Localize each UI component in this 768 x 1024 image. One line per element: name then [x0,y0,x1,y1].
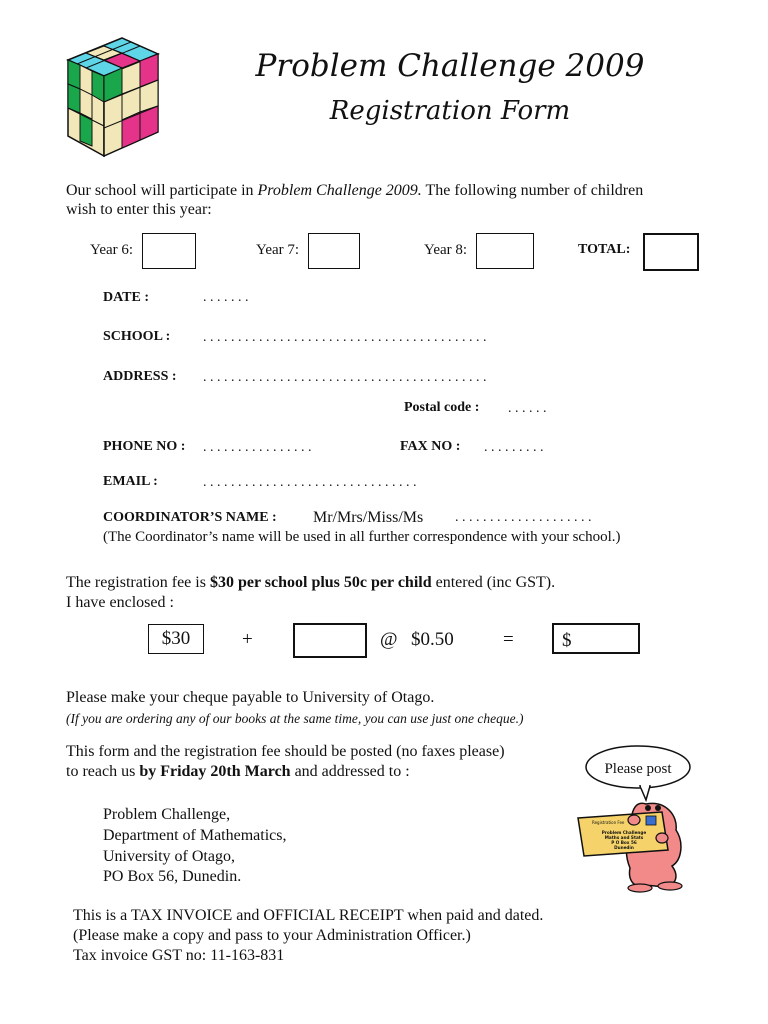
address-line: Department of Mathematics, [103,827,287,844]
year7-label: Year 7: [256,242,300,258]
copy-note: (Please make a copy and pass to your Administration Officer.) [73,927,471,944]
svg-text:Registration Fee: Registration Fee [592,820,625,825]
equals-sign: = [503,629,514,650]
school-label: SCHOOL : [103,329,171,344]
enclosed-label: I have enclosed : [66,594,174,611]
fax-label: FAX NO : [400,439,461,454]
tax-invoice-text: This is a TAX INVOICE and OFFICIAL RECEIPT when paid and dated. [73,907,544,924]
date-label: DATE : [103,290,150,305]
year7-input[interactable] [308,233,360,269]
year8-label: Year 8: [424,242,468,258]
gst-number: Tax invoice GST no: 11-163-831 [73,947,285,964]
rate-text: $0.50 [411,629,454,650]
total-fee-input[interactable]: $ [552,623,640,654]
coordinator-note: (The Coordinator’s name will be used in all further correspondence with your school.) [103,529,621,545]
school-field[interactable]: . . . . . . . . . . . . . . . . . . . . . . . . . . . . . . . . . . . . . . . . . [203,330,487,345]
address-line: PO Box 56, Dunedin. [103,868,242,885]
base-fee-box: $30 [148,624,204,654]
email-field[interactable]: . . . . . . . . . . . . . . . . . . . . . . . . . . . . . . . [203,475,417,490]
address-label: ADDRESS : [103,369,177,384]
svg-text:Problem Challenge: Problem Challenge [601,830,647,835]
at-sign: @ [380,629,398,650]
post-text-1: This form and the registration fee should be posted (no faxes please) [66,743,505,760]
total-input[interactable] [643,233,699,271]
children-count-input[interactable] [293,623,367,658]
stamp-icon [646,816,656,825]
svg-text:Maths and Stats: Maths and Stats [604,835,644,840]
post-text-2: to reach us by Friday 20th March and addressed to : [66,763,410,780]
year6-input[interactable] [142,233,196,269]
intro-line2: wish to enter this year: [66,201,212,218]
fee-text: The registration fee is $30 per school plus 50c per child entered (inc GST). [66,574,556,591]
cheque-note: (If you are ordering any of our books at the same time, you can use just one cheque.) [66,711,524,726]
address-line: Problem Challenge, [103,806,231,823]
svg-text:Dunedin: Dunedin [614,845,634,850]
postal-code-field[interactable]: . . . . . . [508,401,547,416]
page-title: Problem Challenge 2009 [255,48,645,84]
plus-sign: + [242,629,253,650]
coordinator-label: COORDINATOR’S NAME : [103,510,277,525]
page-subtitle: Registration Form [329,96,571,126]
coordinator-titles: Mr/Mrs/Miss/Ms [313,509,424,526]
address-field[interactable]: . . . . . . . . . . . . . . . . . . . . . . . . . . . . . . . . . . . . . . . . . [203,370,487,385]
total-label: TOTAL: [578,242,631,257]
year6-label: Year 6: [90,242,134,258]
phone-field[interactable]: . . . . . . . . . . . . . . . . [203,440,312,455]
phone-label: PHONE NO : [103,439,186,454]
fax-field[interactable]: . . . . . . . . . [484,440,544,455]
cheque-text: Please make your cheque payable to University of Otago. [66,689,435,706]
rubiks-cube-icon [64,36,162,158]
coordinator-field[interactable]: . . . . . . . . . . . . . . . . . . . . [455,510,592,525]
mascot-illustration [574,742,714,894]
email-label: EMAIL : [103,474,158,489]
year8-input[interactable] [476,233,534,269]
address-line: University of Otago, [103,848,235,865]
intro-text: Our school will participate in Problem Challenge 2009. The following number of children [66,182,644,199]
speech-bubble-text: Please post [604,761,672,777]
svg-text:P O Box 56: P O Box 56 [611,840,637,845]
postal-code-label: Postal code : [404,400,480,415]
date-field[interactable]: . . . . . . . [203,290,249,305]
